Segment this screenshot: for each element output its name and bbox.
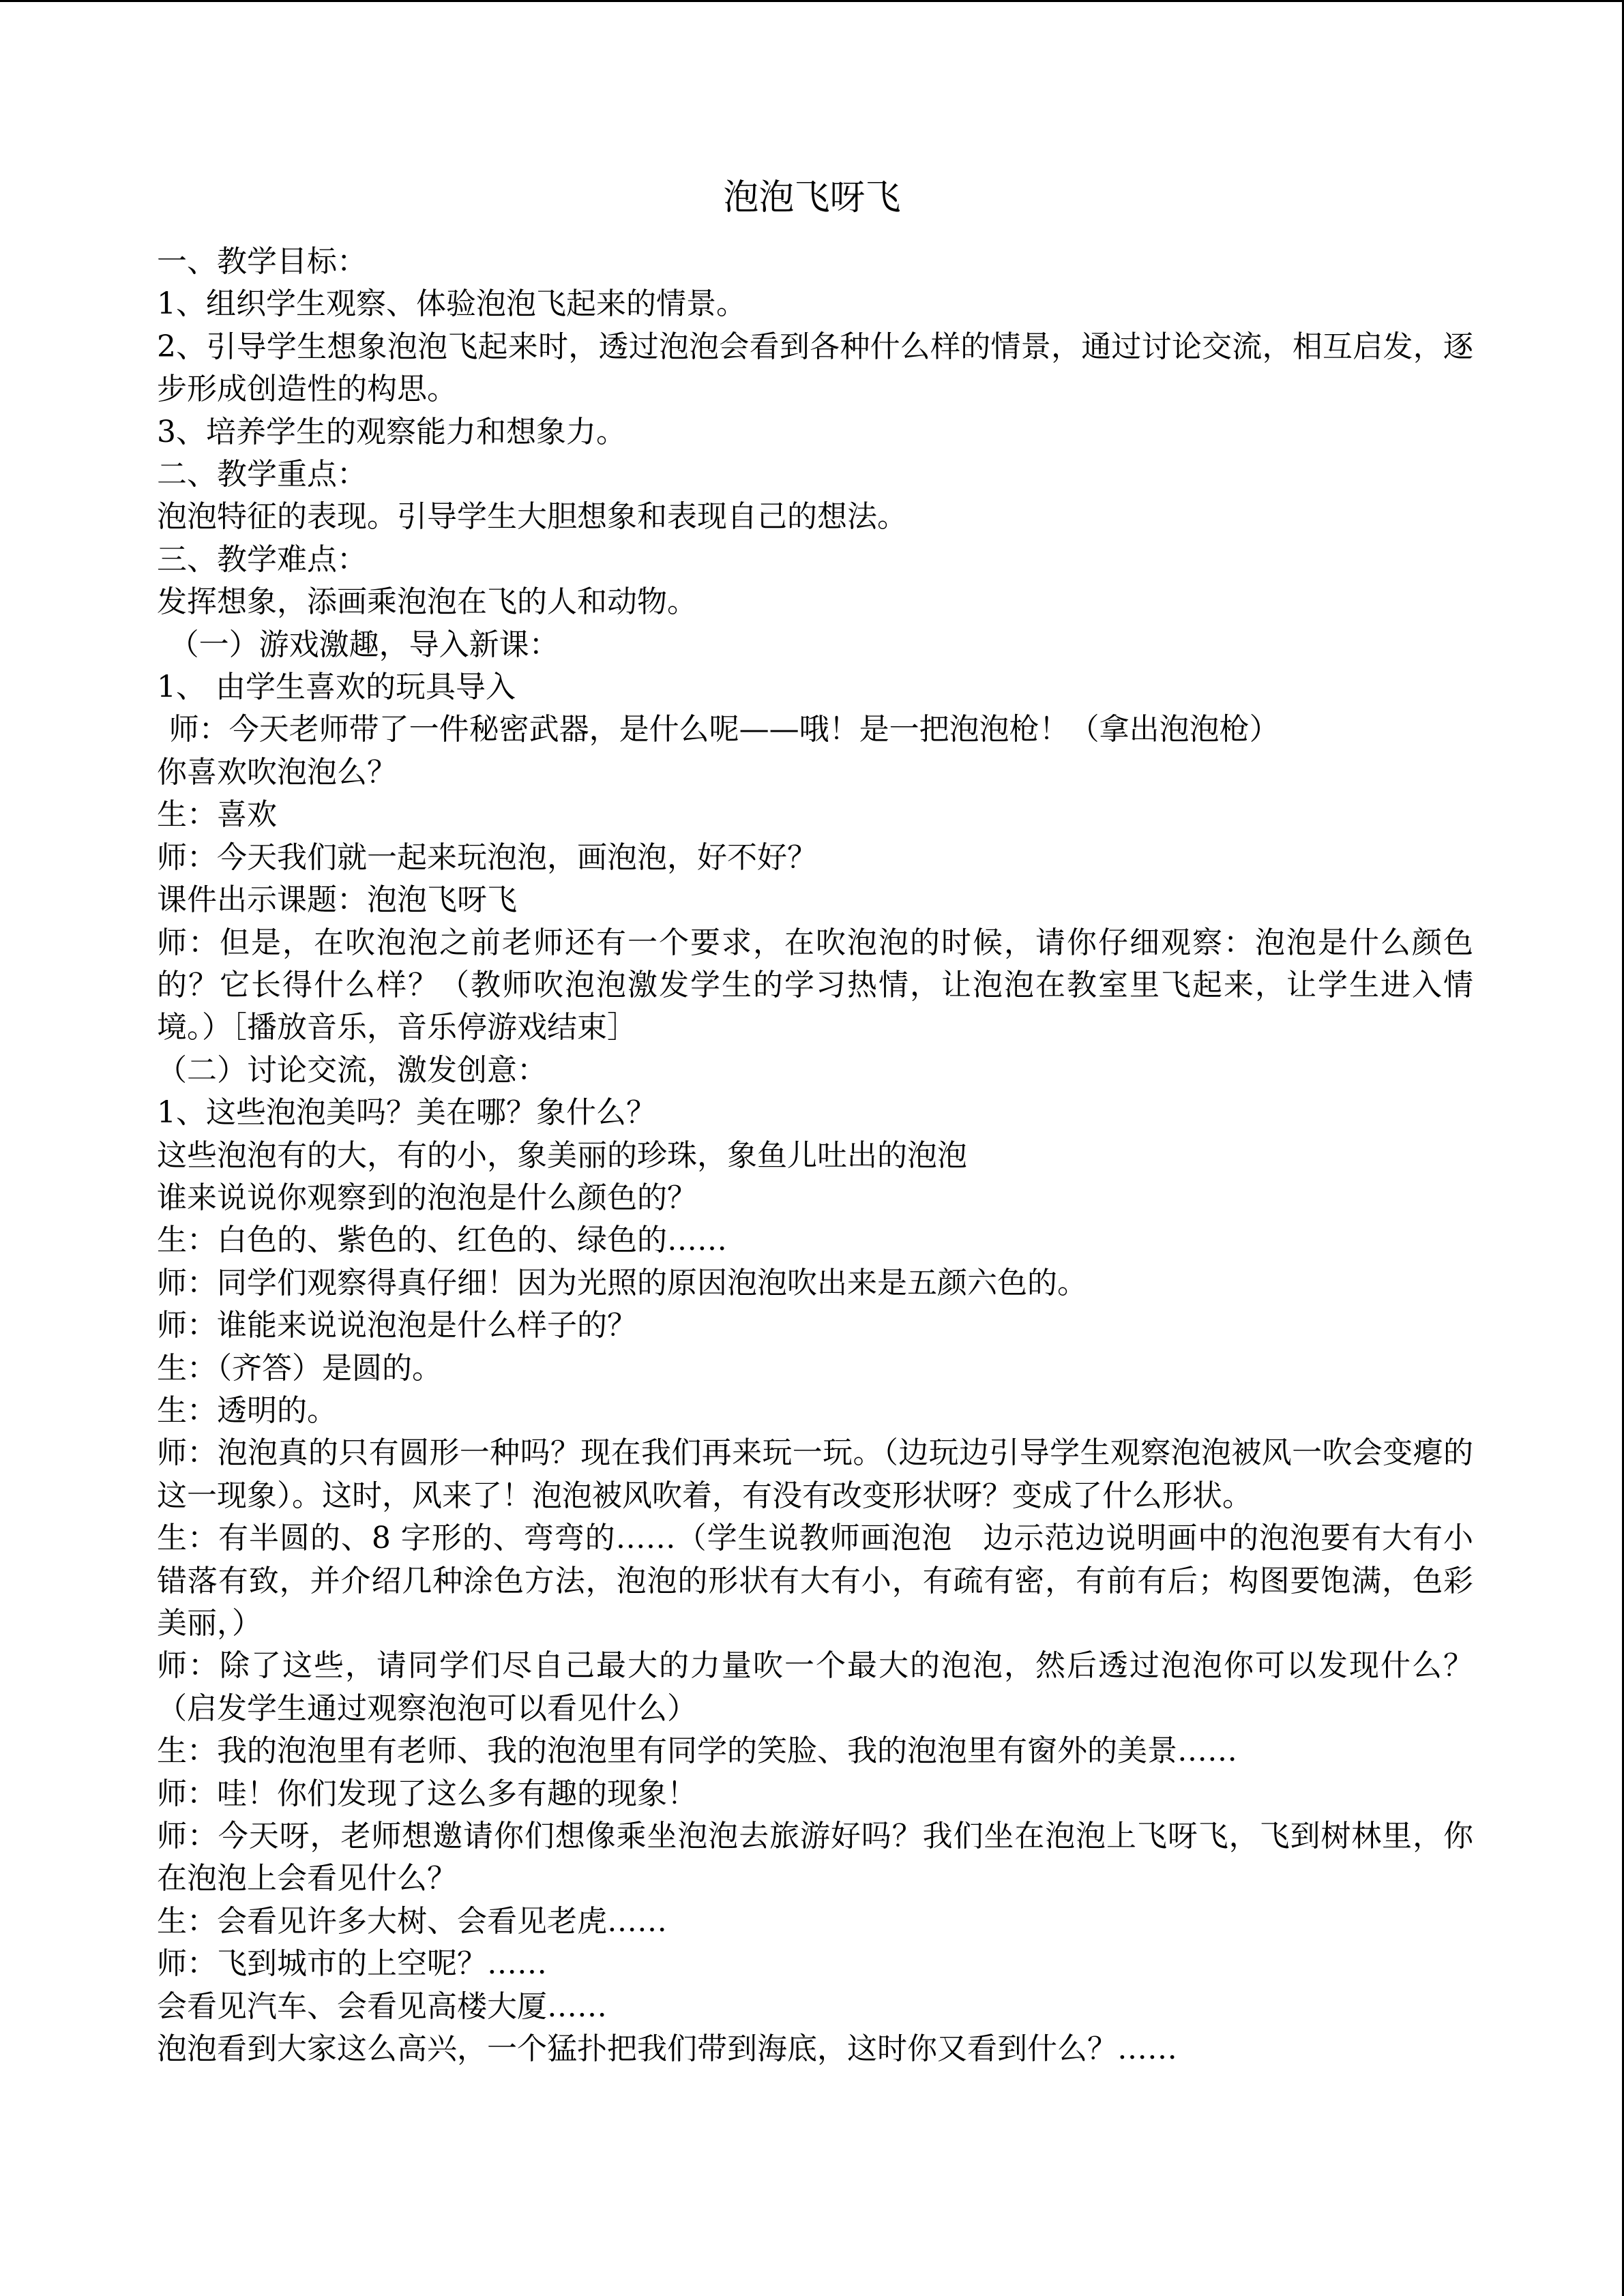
section-heading-difficulties: 三、教学难点： xyxy=(157,541,367,577)
objective-item: 3、培养学生的观察能力和想象力。 xyxy=(157,414,626,449)
paragraph: 生：白色的、紫色的、红色的、绿色的…… xyxy=(157,1223,727,1258)
paragraph: 课件出示课题：泡泡飞呀飞 xyxy=(157,882,517,918)
paragraph: 师：飞到城市的上空呢？…… xyxy=(157,1946,547,1982)
key-points-text: 泡泡特征的表现。引导学生大胆想象和表现自己的想法。 xyxy=(157,499,907,535)
document-body xyxy=(157,241,1473,2070)
paragraph: 生：透明的。 xyxy=(157,1392,337,1428)
paragraph: 你喜欢吹泡泡么？ xyxy=(157,754,397,790)
objective-item: 2、引导学生想象泡泡飞起来时，透过泡泡会看到各种什么样的情景，通过讨论交流，相互启发，逐步形成创造性的构思。 xyxy=(157,329,1473,407)
document-title: 泡泡飞呀飞 xyxy=(723,177,901,218)
paragraph: 会看见汽车、会看见高楼大厦…… xyxy=(157,1988,607,2024)
paragraph: 师：今天呀，老师想邀请你们想像乘坐泡泡去旅游好吗？我们坐在泡泡上飞呀飞，飞到树林里，你在泡泡上会看见什么？ xyxy=(157,1819,1473,1896)
paragraph: 师：泡泡真的只有圆形一种吗？现在我们再来玩一玩。（边玩边引导学生观察泡泡被风一吹会变瘪的这一现象）。这时，风来了！泡泡被风吹着，有没有改变形状呀？变成了什么形状。 xyxy=(157,1435,1473,1513)
paragraph: 1、这些泡泡美吗？美在哪？象什么？ xyxy=(157,1095,656,1131)
subsection-heading-intro: （一）游戏激趣，导入新课： xyxy=(168,627,559,662)
paragraph: 生：喜欢 xyxy=(157,797,277,833)
paragraph: 这些泡泡有的大，有的小，象美丽的珍珠，象鱼儿吐出的泡泡 xyxy=(157,1137,967,1173)
paragraph: 师：哇！你们发现了这么多有趣的现象！ xyxy=(157,1776,697,1811)
paragraph: 生：我的泡泡里有老师、我的泡泡里有同学的笑脸、我的泡泡里有窗外的美景…… xyxy=(157,1733,1237,1769)
paragraph: 师：今天我们就一起来玩泡泡，画泡泡，好不好？ xyxy=(157,839,817,875)
paragraph: 生：（齐答）是圆的。 xyxy=(157,1350,442,1386)
paragraph: 泡泡看到大家这么高兴，一个猛扑把我们带到海底，这时你又看到什么？…… xyxy=(157,2031,1177,2067)
paragraph: 师：除了这些，请同学们尽自己最大的力量吹一个最大的泡泡，然后透过泡泡你可以发现什么？（启发学生通过观察泡泡可以看见什么） xyxy=(157,1648,1473,1726)
section-heading-key-points: 二、教学重点： xyxy=(157,457,367,492)
paragraph: 生：有半圆的、8 字形的、弯弯的……（学生说教师画泡泡 边示范边说明画中的泡泡要有大有小错落有致，并介绍几种涂色方法，泡泡的形状有大有小，有疏有密，有前有后；构图要饱满，色彩美丽，） xyxy=(157,1521,1473,1641)
subsection-heading-discussion: （二）讨论交流，激发创意： xyxy=(157,1052,547,1088)
section-heading-objectives: 一、教学目标： xyxy=(157,244,367,279)
paragraph: 生：会看见许多大树、会看见老虎…… xyxy=(157,1903,667,1939)
paragraph: 师：谁能来说说泡泡是什么样子的？ xyxy=(157,1308,637,1343)
paragraph: 谁来说说你观察到的泡泡是什么颜色的？ xyxy=(157,1180,697,1215)
paragraph: 师：同学们观察得真仔细！因为光照的原因泡泡吹出来是五颜六色的。 xyxy=(157,1265,1087,1300)
paragraph: 师：今天老师带了一件秘密武器，是什么呢——哦！是一把泡泡枪！（拿出泡泡枪） xyxy=(168,712,1280,747)
paragraph: 1、 由学生喜欢的玩具导入 xyxy=(157,670,516,705)
paragraph: 师：但是，在吹泡泡之前老师还有一个要求，在吹泡泡的时候，请你仔细观察：泡泡是什么颜色的？它长得什么样？（教师吹泡泡激发学生的学习热情，让泡泡在教室里飞起来，让学生进入情境。）［播放音乐，音乐停游戏结束］ xyxy=(157,925,1473,1045)
objective-item: 1、组织学生观察、体验泡泡飞起来的情景。 xyxy=(157,286,746,322)
difficulties-text: 发挥想象，添画乘泡泡在飞的人和动物。 xyxy=(157,584,697,620)
